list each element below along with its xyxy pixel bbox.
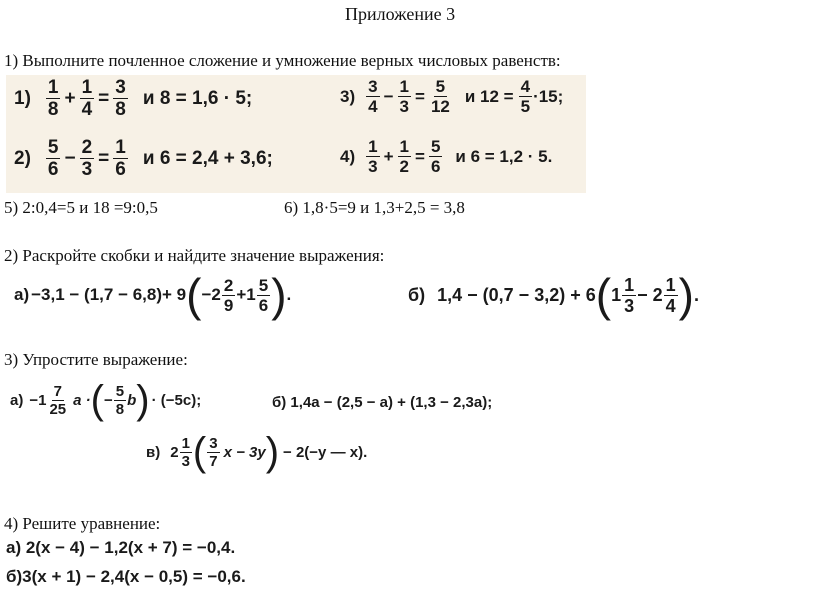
open-paren: ( [192,430,207,474]
fraction: $\frac{1}{3}$ [399,77,409,116]
fraction: $\frac{1}{6}$ [115,137,126,180]
close-paren: ) [271,269,287,321]
equality-4-number: 4) [340,146,356,166]
fraction: $\frac{1}{8}$ [47,77,59,120]
item-label: б) [408,284,426,305]
expression-3v [146,432,367,472]
expression-part: 1,4 − (0,7 − 3,2) + 6 [437,284,596,305]
fraction: $\frac{5}{6}$ [47,137,59,180]
operator: + [64,87,76,109]
expression-part: · (−5c); [151,391,202,409]
expression-part: −2 [201,285,221,304]
fraction: $\frac{1}{2}$ [399,137,409,176]
expression-part: − 2(−y — x). [283,443,368,461]
operator: = [98,147,110,169]
expression-2b [408,269,699,321]
equality-4 [340,138,552,175]
expression-3b: б) 1,4a − (2,5 − a) + (1,3 − 2,3a); [272,394,493,411]
expression-part: −1 [29,391,47,409]
expression-3a [10,380,201,420]
item-label: а) [14,285,30,304]
expression-end: . [286,285,292,304]
equality-1 [14,78,252,119]
close-paren: ) [265,430,280,474]
open-paren: ( [595,269,612,321]
task4-heading: 4) Решите уравнение: [4,514,161,533]
task1-heading: 1) Выполните почленное сложение и умножение верных числовых равенств: [4,51,561,70]
fraction: $\frac{5}{12}$ [430,77,450,116]
fraction: $\frac{7}{25}$ [49,382,67,418]
equality-tail: ·15; [533,86,564,106]
fraction: $\frac{1}{3}$ [624,274,635,316]
equality-middle: и 12 = [464,86,514,106]
fraction: $\frac{3}{8}$ [115,77,126,120]
fraction: $\frac{1}{4}$ [81,77,93,120]
item-label: в) [146,443,161,461]
close-paren: ) [136,378,150,422]
equality-1-number: 1) [14,87,31,109]
task2-heading: 2) Раскройте скобки и найдите значение выражения: [4,246,385,265]
equality-5: 5) 2:0,4=5 и 18 =9:0,5 [4,198,158,217]
expression-part: − 2 [637,284,663,305]
expression-2a [14,269,292,321]
operator: − [64,147,76,169]
operator: + [383,146,394,166]
expression-end: . [693,284,699,305]
equality-tail: и 6 = 1,2 · 5. [455,146,553,166]
operator: = [98,87,110,109]
equation-4b: б)3(x + 1) − 2,4(x − 0,5) = −0,6. [6,567,246,586]
expression-part: 1 [611,284,622,305]
fraction: $\frac{2}{9}$ [223,275,234,315]
expression-part: b [127,391,137,409]
operator: − [383,86,394,106]
fraction: $\frac{1}{3}$ [181,434,190,470]
expression-part: +1 [236,285,256,304]
fraction: $\frac{3}{7}$ [209,434,218,470]
item-label: а) [10,391,24,409]
operator: = [415,86,425,106]
page-title: Приложение 3 [345,4,456,24]
operator: = [415,146,425,166]
fraction: $\frac{5}{6}$ [258,275,269,315]
expression-part: x − 3y [223,443,266,461]
fraction: $\frac{4}{5}$ [520,77,531,116]
task3-heading: 3) Упростите выражение: [4,350,188,369]
equality-tail: и 8 = 1,6 · 5; [142,87,253,109]
equality-tail: и 6 = 2,4 + 3,6; [142,147,273,169]
equality-2-number: 2) [14,147,31,169]
equality-6: 6) 1,8·5=9 и 1,3+2,5 = 3,8 [284,198,465,217]
close-paren: ) [678,269,694,321]
expression-part: a · [73,391,91,409]
equality-3-number: 3) [340,86,356,106]
fraction: $\frac{1}{3}$ [368,137,378,176]
equation-4a: а) 2(x − 4) − 1,2(x + 7) = −0,4. [6,538,236,557]
fraction: $\frac{3}{4}$ [368,77,378,116]
expression-part: − [103,391,113,409]
open-paren: ( [90,378,104,422]
fraction: $\frac{1}{4}$ [665,274,676,316]
equality-3 [340,78,563,115]
expression-part: 2 [170,443,179,461]
equality-2 [14,138,273,179]
fraction: $\frac{2}{3}$ [81,137,93,180]
fraction: $\frac{5}{6}$ [430,137,441,176]
fraction: $\frac{5}{8}$ [115,382,125,418]
expression-part: −3,1 − (1,7 − 6,8)+ 9 [31,285,187,304]
open-paren: ( [186,269,202,321]
